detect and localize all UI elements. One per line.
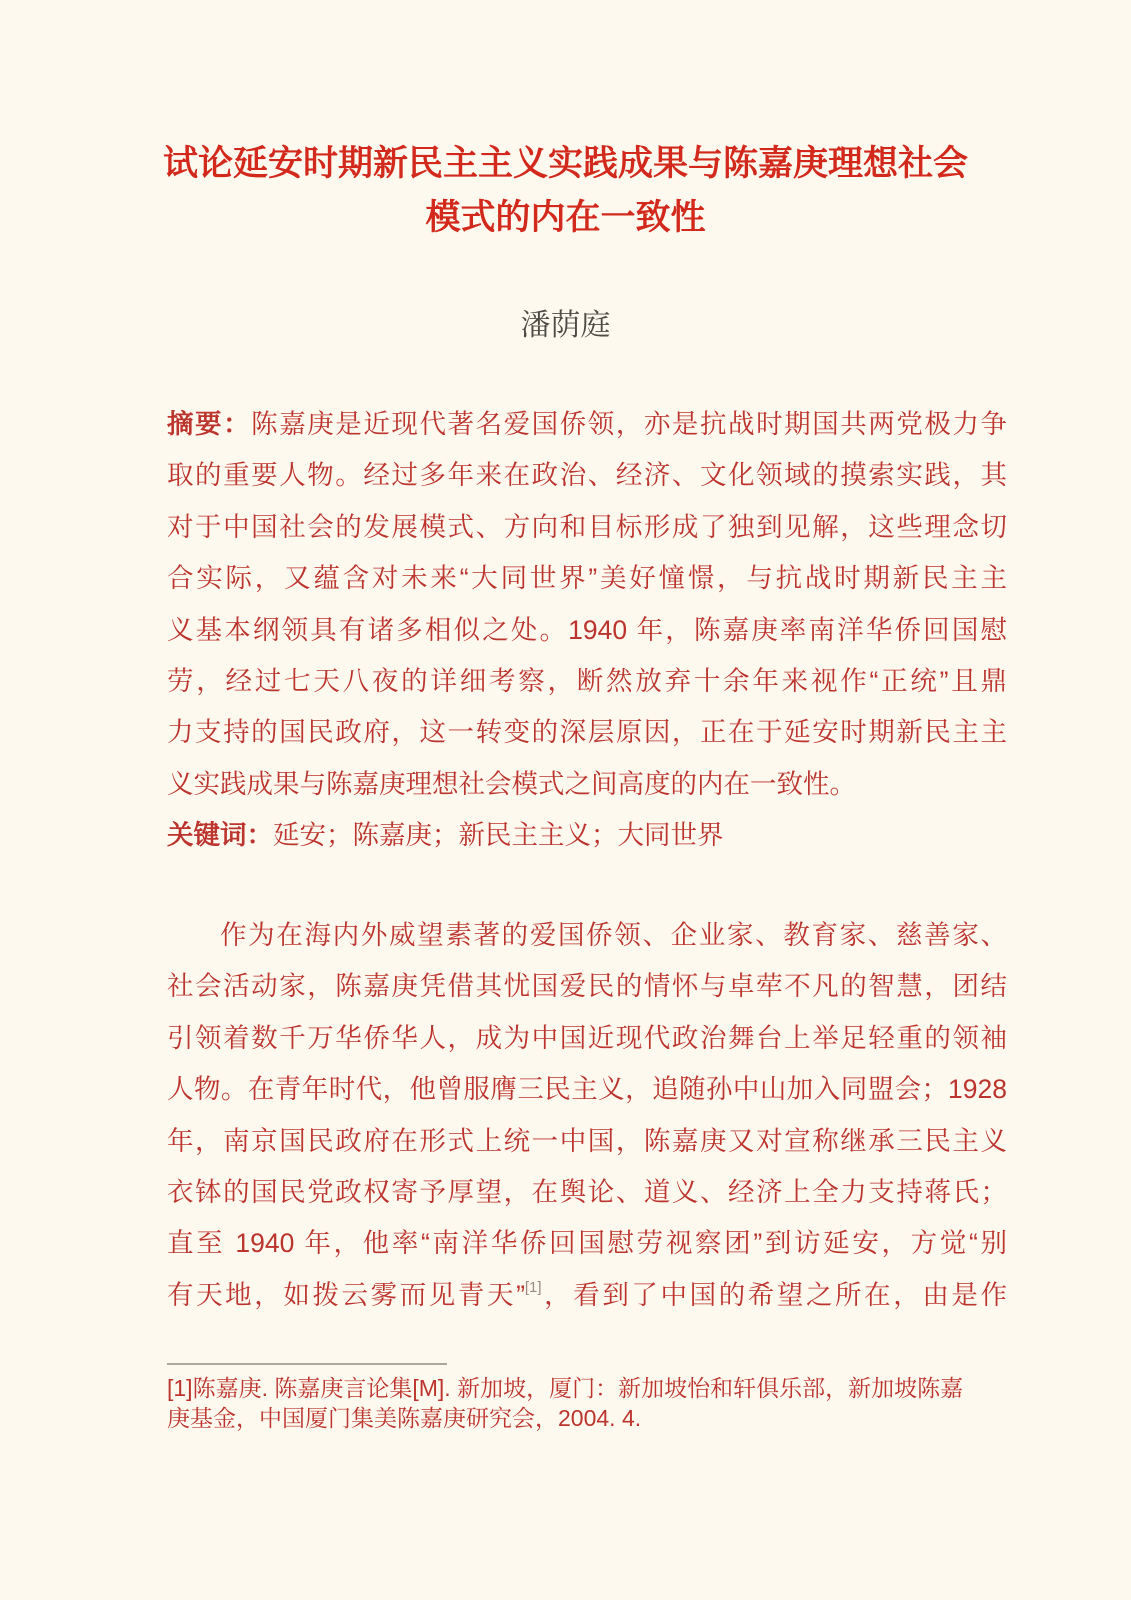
paper-title-line2: 模式的内在一致性: [425, 198, 706, 237]
author-name: 潘荫庭: [520, 309, 611, 342]
abstract-line: 力支持的国民政府，这一转变的深层原因，正在于延安时期新民主主: [167, 717, 1007, 748]
abstract-line: 义基本纲领具有诸多相似之处。1940 年，陈嘉庚率南洋华侨回国慰: [167, 614, 1007, 645]
body-line: 人物。在青年时代，他曾服膺三民主义，追随孙中山加入同盟会；1928: [167, 1074, 1007, 1105]
abstract-line: [167, 399, 1007, 450]
abstract-label: 摘要：: [167, 409, 252, 439]
abstract-line: 对于中国社会的发展模式、方向和目标形成了独到见解，这些理念切: [167, 511, 1007, 542]
body-text: 有天地，如拨云雾而见青天”: [167, 1279, 525, 1310]
body-line: 衣钵的国民党政权寄予厚望，在舆论、道义、经济上全力支持蒋氏；: [167, 1177, 1007, 1208]
body-line: 引领着数千万华侨华人，成为中国近现代政治舞台上举足轻重的领袖: [167, 1022, 1007, 1053]
footnote-line: 庚基金，中国厦门集美陈嘉庚研究会，2004. 4.: [167, 1405, 642, 1431]
abstract-section: [167, 399, 1007, 862]
footnote-ref-superscript: [1]: [524, 1278, 542, 1296]
paper-title-line1: 试论延安时期新民主主义实践成果与陈嘉庚理想社会: [162, 144, 968, 183]
footnote-separator: [167, 1363, 447, 1365]
abstract-text: 陈嘉庚是近现代著名爱国侨领，亦是抗战时期国共两党极力争: [251, 409, 1008, 439]
body-paragraph: [167, 910, 1007, 1325]
body-line: 年，南京国民政府在形式上统一中国，陈嘉庚又对宣称继承三民主义: [167, 1125, 1007, 1156]
body-line: 作为在海内外威望素著的爱国侨领、企业家、教育家、慈善家、: [220, 920, 1007, 950]
body-line: 社会活动家，陈嘉庚凭借其忧国爱民的情怀与卓荦不凡的智慧，团结: [167, 971, 1007, 1002]
abstract-line: 取的重要人物。经过多年来在政治、经济、文化领域的摸索实践，其: [167, 460, 1007, 491]
keywords-line: [167, 810, 1007, 861]
keywords-text: 延安；陈嘉庚；新民主主义；大同世界: [273, 820, 724, 851]
body-line: 直至 1940 年，他率“南洋华侨回国慰劳视察团”到访延安，方觉“别: [167, 1228, 1007, 1259]
footnote-section: [167, 1373, 1007, 1433]
abstract-line: 义实践成果与陈嘉庚理想社会模式之间高度的内在一致性。: [167, 768, 856, 799]
abstract-line: 劳，经过七天八夜的详细考察，断然放弃十余年来视作“正统”且鼎: [167, 666, 1007, 697]
body-line: [167, 1270, 1007, 1325]
abstract-line: 合实际，又蕴含对未来“大同世界”美好憧憬，与抗战时期新民主主: [167, 563, 1007, 594]
body-text: ，看到了中国的希望之所在，由是作: [541, 1279, 1007, 1310]
keywords-label: 关键词：: [167, 820, 273, 851]
footnote-line: [1]陈嘉庚. 陈嘉庚言论集[M]. 新加坡，厦门：新加坡怡和轩俱乐部，新加坡陈嘉: [167, 1375, 964, 1401]
paper-title: [0, 137, 1131, 245]
